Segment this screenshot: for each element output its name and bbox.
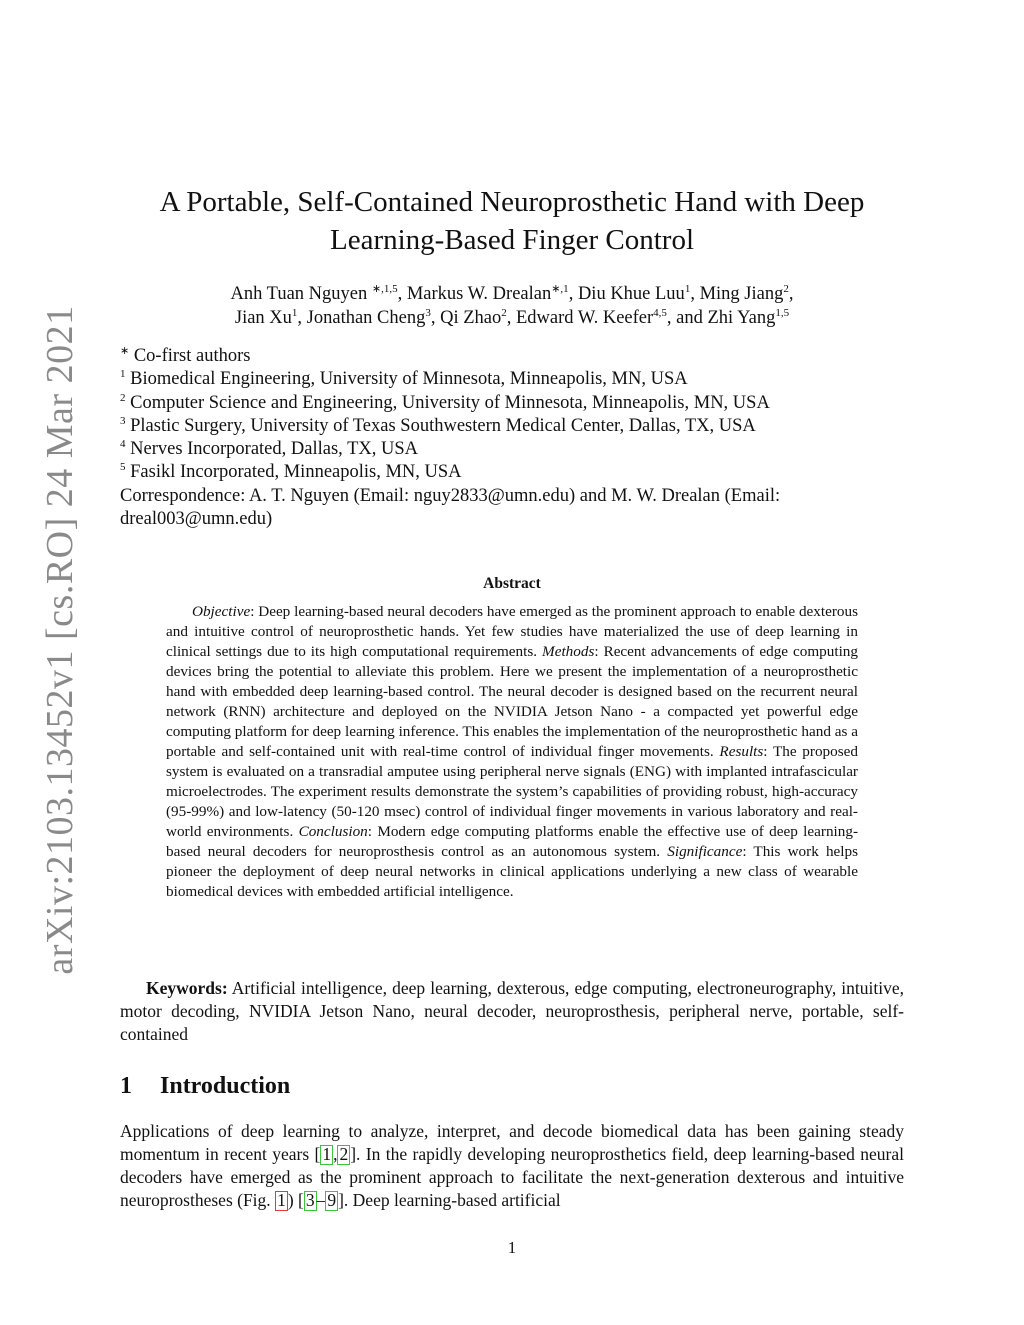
affiliation-item <box>120 368 904 391</box>
author-affil-mark: 1 <box>291 306 298 319</box>
author-separator: , <box>397 284 407 304</box>
author-affil-mark: 2 <box>783 282 789 295</box>
author-name: Diu Khue Luu <box>577 284 685 304</box>
author-name: Jian Xu <box>234 308 292 328</box>
intro-text: . Deep learning-based artificial <box>343 1190 561 1210</box>
citation-link[interactable]: 2 <box>339 1144 349 1164</box>
affiliation-mark: 1 <box>120 368 126 381</box>
author-affil-mark: 3 <box>425 306 431 319</box>
correspondence: Correspondence: A. T. Nguyen (Email: nguy2833@umn.edu) and M. W. Drealan (Email: dreal003@umn.edu) <box>120 485 781 530</box>
methods-text: : Recent advancements of edge computing devices bring the potential to alleviate this problem. Here we present the implementation of a neuroprosthetic hand with embedded deep learning-based control. The neural decoder is designed based on the recurrent neural network (RNN) architecture and deployed on the NVIDIA Jetson Nano - a compacted yet powerful edge computing platform for deep learning inference. This enables the implementation of the neuroprosthetic hand as a portable and self-contained unit with real-time control of individual finger movements. <box>166 643 858 760</box>
affiliation-mark: 2 <box>120 391 126 404</box>
author-separator: , <box>568 284 578 304</box>
affiliation-list <box>120 345 904 531</box>
keywords <box>120 977 904 1046</box>
citation-link[interactable]: 1 <box>322 1144 332 1164</box>
author-separator: , <box>788 284 794 304</box>
affiliation-item <box>120 461 904 484</box>
affiliation-item <box>120 345 904 368</box>
author-affil-mark: 1,5 <box>775 306 790 319</box>
author-name: Markus W. Drealan <box>406 284 552 304</box>
author-affil-mark: ∗,1,5 <box>371 282 398 295</box>
affiliation-text: Co-first authors <box>129 346 251 366</box>
significance-text: : This work helps pioneer the deployment of deep neural networks in clinical applications underlying a new class of wearable biomedical devices with embedded artificial intelligence. <box>166 843 859 900</box>
abstract-heading: Abstract <box>483 575 541 592</box>
affiliation-mark: 5 <box>120 461 126 474</box>
abstract-body <box>166 602 858 902</box>
author-affil-mark: 4,5 <box>653 306 667 319</box>
author-name: Anh Tuan Nguyen <box>230 284 372 304</box>
affiliation-text: Biomedical Engineering, University of Minnesota, Minneapolis, MN, USA <box>125 369 688 390</box>
citation-separator: – <box>316 1190 326 1210</box>
significance-label: Significance <box>667 843 743 860</box>
page-number: 1 <box>507 1238 517 1257</box>
results-text: : The proposed system is evaluated on a transradial amputee using peripheral nerve signals (ENG) with implanted intrafascicular microelectrodes. The experiment results demonstrate the system’s capabilities of providing robust, high-accuracy (95-99%) and low-latency (50-120 msec) control of individual finger movements in various laboratory and real-world environments. <box>166 743 858 840</box>
intro-text: . In the rapidly developing neuroprosthetics field, deep learning-based neural decoders have emerged as the prominent approach to facilitate the next-generation dexterous and intuitive neuroprostheses (Fig. <box>120 1144 904 1210</box>
author-separator: , <box>297 308 307 328</box>
keywords-label: Keywords: <box>146 978 228 998</box>
author-separator: , <box>430 308 441 328</box>
citation-link[interactable]: 3 <box>305 1190 315 1210</box>
author-separator: , and <box>666 308 708 328</box>
title-line-2: Learning-Based Finger Control <box>329 224 695 256</box>
results-label: Results <box>719 743 764 760</box>
author-name: Jonathan Cheng <box>306 308 426 328</box>
section-number: 1 <box>120 1073 132 1099</box>
author-list <box>120 282 904 330</box>
affiliation-text: Plastic Surgery, University of Texas Southwestern Medical Center, Dallas, TX, USA <box>125 415 756 436</box>
affiliation-item <box>120 392 904 415</box>
affiliation-text: Fasikl Incorporated, Minneapolis, MN, USA <box>125 462 462 483</box>
author-name: Ming Jiang <box>699 284 784 304</box>
section-title: Introduction <box>160 1073 291 1099</box>
author-name: Edward W. Keefer <box>516 308 654 328</box>
paper-title <box>120 183 904 259</box>
keywords-text: Artificial intelligence, deep learning, dexterous, edge computing, electroneurography, intuitive, motor decoding, NVIDIA Jetson Nano, neural decoder, neuroprosthesis, peripheral nerve, portable, self-contained <box>120 978 904 1044</box>
author-name: Qi Zhao <box>440 308 502 328</box>
author-separator: , <box>690 284 700 304</box>
author-affil-mark: 2 <box>501 306 507 319</box>
author-name: Zhi Yang <box>707 308 776 328</box>
author-affil-mark: ∗,1 <box>551 282 569 295</box>
citation-link[interactable]: 9 <box>327 1190 337 1210</box>
author-affil-mark: 1 <box>684 282 691 295</box>
affiliation-mark: 4 <box>120 438 126 451</box>
intro-text: Applications of deep learning to analyze, interpret, and decode biomedical data has been gaining steady momentum in recent years <box>120 1121 904 1164</box>
section-heading <box>120 1073 290 1100</box>
arxiv-stamp: arXiv:2103.13452v1 [cs.RO] 24 Mar 2021 <box>39 305 81 975</box>
figure-link[interactable]: 1 <box>277 1190 286 1210</box>
affiliation-mark: ∗ <box>120 344 130 357</box>
citation-separator: , <box>333 1144 338 1164</box>
conclusion-text: : Modern edge computing platforms enable the effective use of deep learning-based neural decoders for neuroprosthesis control as an autonomous system. <box>166 823 859 860</box>
affiliation-item <box>120 415 904 438</box>
title-line-1: A Portable, Self-Contained Neuroprosthetic Hand with Deep <box>159 186 865 218</box>
affiliation-mark: 3 <box>120 414 126 427</box>
objective-label: Objective <box>192 603 251 620</box>
methods-label: Methods <box>542 643 595 660</box>
affiliation-item <box>120 438 904 461</box>
intro-paragraph: Applications of deep learning to analyze, interpret, and decode biomedical data has been gaining steady momentum in recent years [ 1 , 2 ]. In the rapidly developing neuroprosthetics field, deep learning-based neural decoders have emerged as the prominent approach to facilitate the next-generation dexterous and intuitive neuroprostheses (Fig. 1 ) [ 3 – 9 ]. Deep learning-based artificial <box>120 1121 904 1210</box>
intro-text: ) <box>287 1190 299 1210</box>
author-separator: , <box>506 308 516 328</box>
conclusion-label: Conclusion <box>298 823 368 840</box>
objective-text: : Deep learning-based neural decoders have emerged as the prominent approach to enable dexterous and intuitive control of neuroprosthetic hands. Yet few studies have materialized the use of deep learning in clinical settings due to its high computational requirements. <box>166 603 858 660</box>
affiliation-text: Nerves Incorporated, Dallas, TX, USA <box>125 439 418 460</box>
affiliation-text: Computer Science and Engineering, University of Minnesota, Minneapolis, MN, USA <box>125 392 770 413</box>
